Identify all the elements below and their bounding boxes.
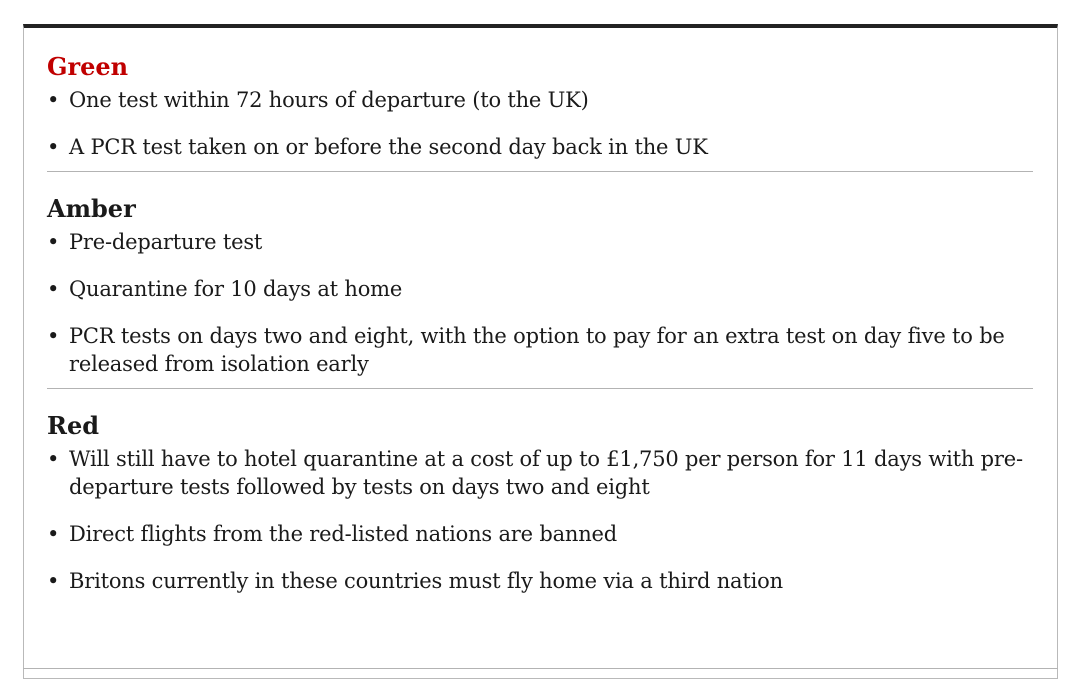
section-amber bbox=[47, 194, 1033, 389]
list-item bbox=[47, 567, 1033, 595]
list-item-text: A PCR test taken on or before the second day back in the UK bbox=[69, 135, 708, 159]
rule-list-green bbox=[47, 86, 1033, 161]
list-item bbox=[47, 275, 1033, 303]
list-item-text: Will still have to hotel quarantine at a cost of up to £1,750 per person for 11 days with pre-departure tests followed by tests on days two and eight bbox=[69, 447, 1023, 499]
list-item-text: Britons currently in these countries must fly home via a third nation bbox=[69, 569, 783, 593]
list-item bbox=[47, 86, 1033, 114]
list-item-text: One test within 72 hours of departure (to the UK) bbox=[69, 88, 589, 112]
bullet-icon: • bbox=[47, 447, 60, 471]
list-item-text: Quarantine for 10 days at home bbox=[69, 277, 403, 301]
bullet-icon: • bbox=[47, 135, 60, 159]
list-item bbox=[47, 520, 1033, 548]
bullet-icon: • bbox=[47, 569, 60, 593]
bullet-icon: • bbox=[47, 88, 60, 112]
section-red bbox=[47, 411, 1033, 605]
section-green bbox=[47, 52, 1033, 172]
list-item-text: PCR tests on days two and eight, with the option to pay for an extra test on day five to be released from isolation early bbox=[69, 324, 1005, 376]
bullet-icon: • bbox=[47, 324, 60, 348]
travel-rules-panel bbox=[23, 24, 1058, 679]
section-heading-green: Green bbox=[47, 52, 129, 81]
bottom-divider bbox=[23, 668, 1058, 669]
list-item bbox=[47, 133, 1033, 161]
bullet-icon: • bbox=[47, 230, 60, 254]
list-item bbox=[47, 322, 1033, 378]
list-item bbox=[47, 445, 1033, 501]
rule-list-amber bbox=[47, 228, 1033, 378]
list-item-text: Direct flights from the red-listed nations are banned bbox=[69, 522, 618, 546]
bullet-icon: • bbox=[47, 522, 60, 546]
list-item-text: Pre-departure test bbox=[69, 230, 263, 254]
rule-list-red bbox=[47, 445, 1033, 595]
list-item bbox=[47, 228, 1033, 256]
bullet-icon: • bbox=[47, 277, 60, 301]
section-heading-red: Red bbox=[47, 411, 99, 440]
section-heading-amber: Amber bbox=[47, 194, 136, 223]
